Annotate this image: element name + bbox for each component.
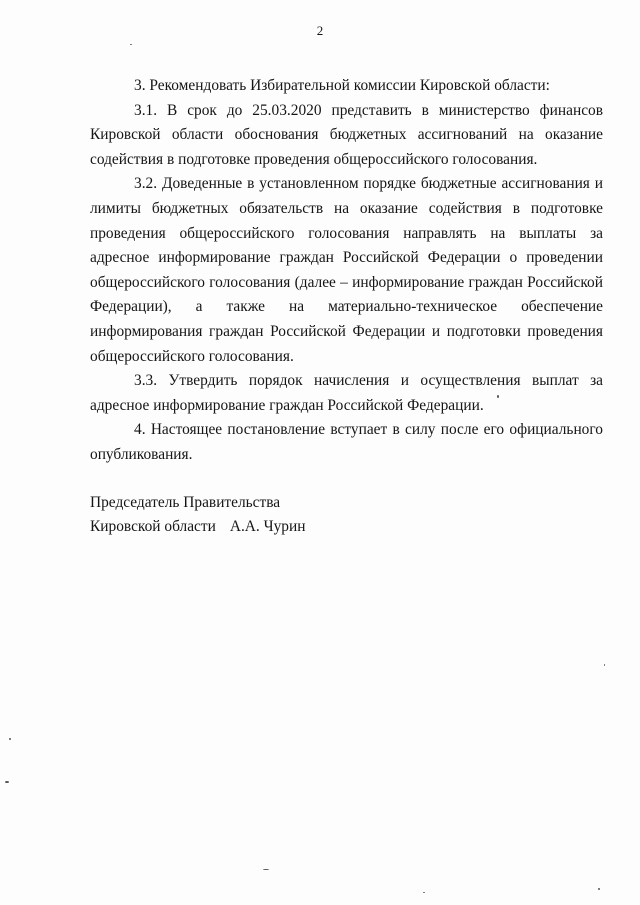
- signer-position-line1: Председатель Правительства: [90, 494, 281, 511]
- signature-block: [90, 491, 305, 539]
- paragraph-3-1: 3.1. В срок до 25.03.2020 представить в министерство финансов Кировской области обоснования бюджетных ассигнований на оказание содействия в подготовке проведения общероссийского голосования.: [90, 101, 603, 168]
- paragraph-3: 3. Рекомендовать Избирательной комиссии Кировской области:: [134, 77, 550, 94]
- signer-position-line2: [90, 515, 305, 539]
- paragraph-3-3: 3.3. Утвердить порядок начисления и осуществления выплат за адресное информирование граждан Российской Федерации.: [90, 372, 603, 414]
- scan-speck: [5, 781, 9, 783]
- signer-region: Кировской области: [90, 518, 216, 535]
- document-body: [90, 74, 603, 468]
- scan-speck: [130, 44, 132, 45]
- scan-speck: [9, 738, 11, 740]
- scan-speck: [497, 395, 499, 398]
- paragraph-3-2: 3.2. Доведенные в установленном порядке бюджетные ассигнования и лимиты бюджетных обязательств на оказание содействия в подготовке проведения общероссийского голосования направлять на выплаты за адресное информирование граждан Российской Федерации о проведении общероссийского голосования (далее – информирование граждан Российской Федерации), а также на материально-техническое обеспечение информирования граждан Российской Федерации и подготовки проведения общероссийского голосования.: [90, 175, 603, 365]
- scan-speck: [263, 869, 269, 870]
- page-number: 2: [316, 23, 324, 38]
- scan-speck: [598, 888, 600, 890]
- paragraph-4: 4. Настоящее постановление вступает в силу после его официального опубликования.: [90, 421, 603, 463]
- signer-name: А.А. Чурин: [229, 518, 306, 535]
- scan-speck: [604, 664, 605, 666]
- scan-speck: [423, 892, 425, 893]
